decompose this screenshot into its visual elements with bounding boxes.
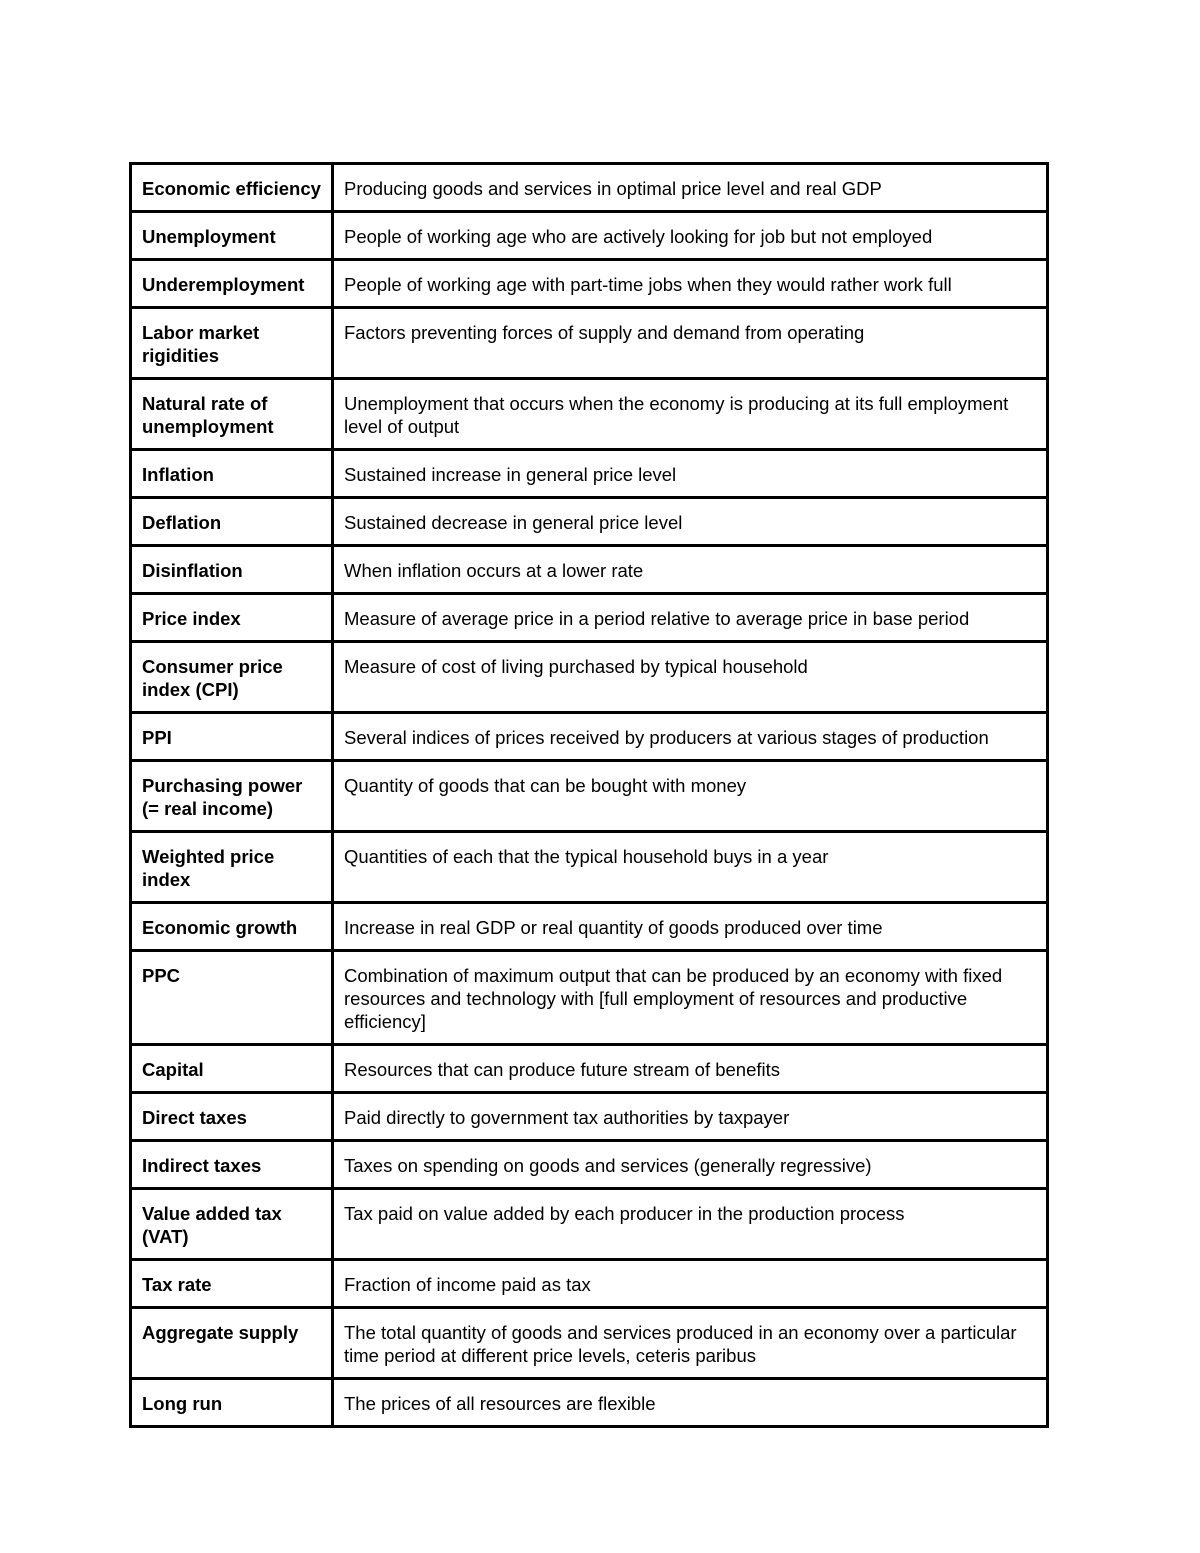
definition-cell: Unemployment that occurs when the economy is producing at its full employment level of output [333, 379, 1048, 450]
definition-cell: Paid directly to government tax authorities by taxpayer [333, 1093, 1048, 1141]
definition-cell: The total quantity of goods and services produced in an economy over a particular time period at different price levels, ceteris paribus [333, 1308, 1048, 1379]
glossary-row [131, 1189, 1048, 1260]
glossary-row [131, 164, 1048, 212]
definition-cell: Measure of average price in a period relative to average price in base period [333, 594, 1048, 642]
glossary-row [131, 308, 1048, 379]
term-cell: Purchasing power (= real income) [131, 761, 333, 832]
term-cell: Labor market rigidities [131, 308, 333, 379]
term-cell: Economic efficiency [131, 164, 333, 212]
definition-cell: People of working age who are actively looking for job but not employed [333, 212, 1048, 260]
definition-cell: The prices of all resources are flexible [333, 1379, 1048, 1427]
glossary-row [131, 546, 1048, 594]
definition-cell: Resources that can produce future stream of benefits [333, 1045, 1048, 1093]
glossary-row [131, 498, 1048, 546]
glossary-row [131, 212, 1048, 260]
glossary-row [131, 450, 1048, 498]
glossary-row [131, 1093, 1048, 1141]
term-cell: Value added tax (VAT) [131, 1189, 333, 1260]
definition-cell: Producing goods and services in optimal price level and real GDP [333, 164, 1048, 212]
term-cell: Economic growth [131, 903, 333, 951]
term-cell: Underemployment [131, 260, 333, 308]
term-cell: Unemployment [131, 212, 333, 260]
definition-cell: Measure of cost of living purchased by typical household [333, 642, 1048, 713]
definition-cell: People of working age with part-time jobs when they would rather work full [333, 260, 1048, 308]
term-cell: Deflation [131, 498, 333, 546]
glossary-row [131, 903, 1048, 951]
glossary-row [131, 1308, 1048, 1379]
definition-cell: Combination of maximum output that can be produced by an economy with fixed resources and technology with [full employment of resources and productive efficiency] [333, 951, 1048, 1045]
definition-cell: Increase in real GDP or real quantity of goods produced over time [333, 903, 1048, 951]
glossary-row [131, 1260, 1048, 1308]
glossary-body [131, 164, 1048, 1427]
term-cell: Consumer price index (CPI) [131, 642, 333, 713]
glossary-row [131, 951, 1048, 1045]
definition-cell: Quantity of goods that can be bought with money [333, 761, 1048, 832]
term-cell: Tax rate [131, 1260, 333, 1308]
definition-cell: Tax paid on value added by each producer in the production process [333, 1189, 1048, 1260]
term-cell: Direct taxes [131, 1093, 333, 1141]
glossary-row [131, 713, 1048, 761]
glossary-row [131, 1045, 1048, 1093]
glossary-row [131, 642, 1048, 713]
glossary-table [129, 162, 1049, 1428]
definition-cell: Sustained decrease in general price level [333, 498, 1048, 546]
glossary-row [131, 379, 1048, 450]
definition-cell: Factors preventing forces of supply and demand from operating [333, 308, 1048, 379]
definition-cell: Taxes on spending on goods and services (generally regressive) [333, 1141, 1048, 1189]
term-cell: Inflation [131, 450, 333, 498]
term-cell: Indirect taxes [131, 1141, 333, 1189]
term-cell: Natural rate of unemployment [131, 379, 333, 450]
definition-cell: Sustained increase in general price level [333, 450, 1048, 498]
term-cell: Capital [131, 1045, 333, 1093]
glossary-row [131, 761, 1048, 832]
term-cell: Price index [131, 594, 333, 642]
glossary-row [131, 1379, 1048, 1427]
term-cell: Weighted price index [131, 832, 333, 903]
term-cell: Aggregate supply [131, 1308, 333, 1379]
term-cell: Disinflation [131, 546, 333, 594]
glossary-row [131, 594, 1048, 642]
definition-cell: Several indices of prices received by producers at various stages of production [333, 713, 1048, 761]
term-cell: PPI [131, 713, 333, 761]
definition-cell: Quantities of each that the typical household buys in a year [333, 832, 1048, 903]
term-cell: PPC [131, 951, 333, 1045]
glossary-row [131, 1141, 1048, 1189]
definition-cell: Fraction of income paid as tax [333, 1260, 1048, 1308]
definition-cell: When inflation occurs at a lower rate [333, 546, 1048, 594]
glossary-row [131, 260, 1048, 308]
glossary-row [131, 832, 1048, 903]
term-cell: Long run [131, 1379, 333, 1427]
